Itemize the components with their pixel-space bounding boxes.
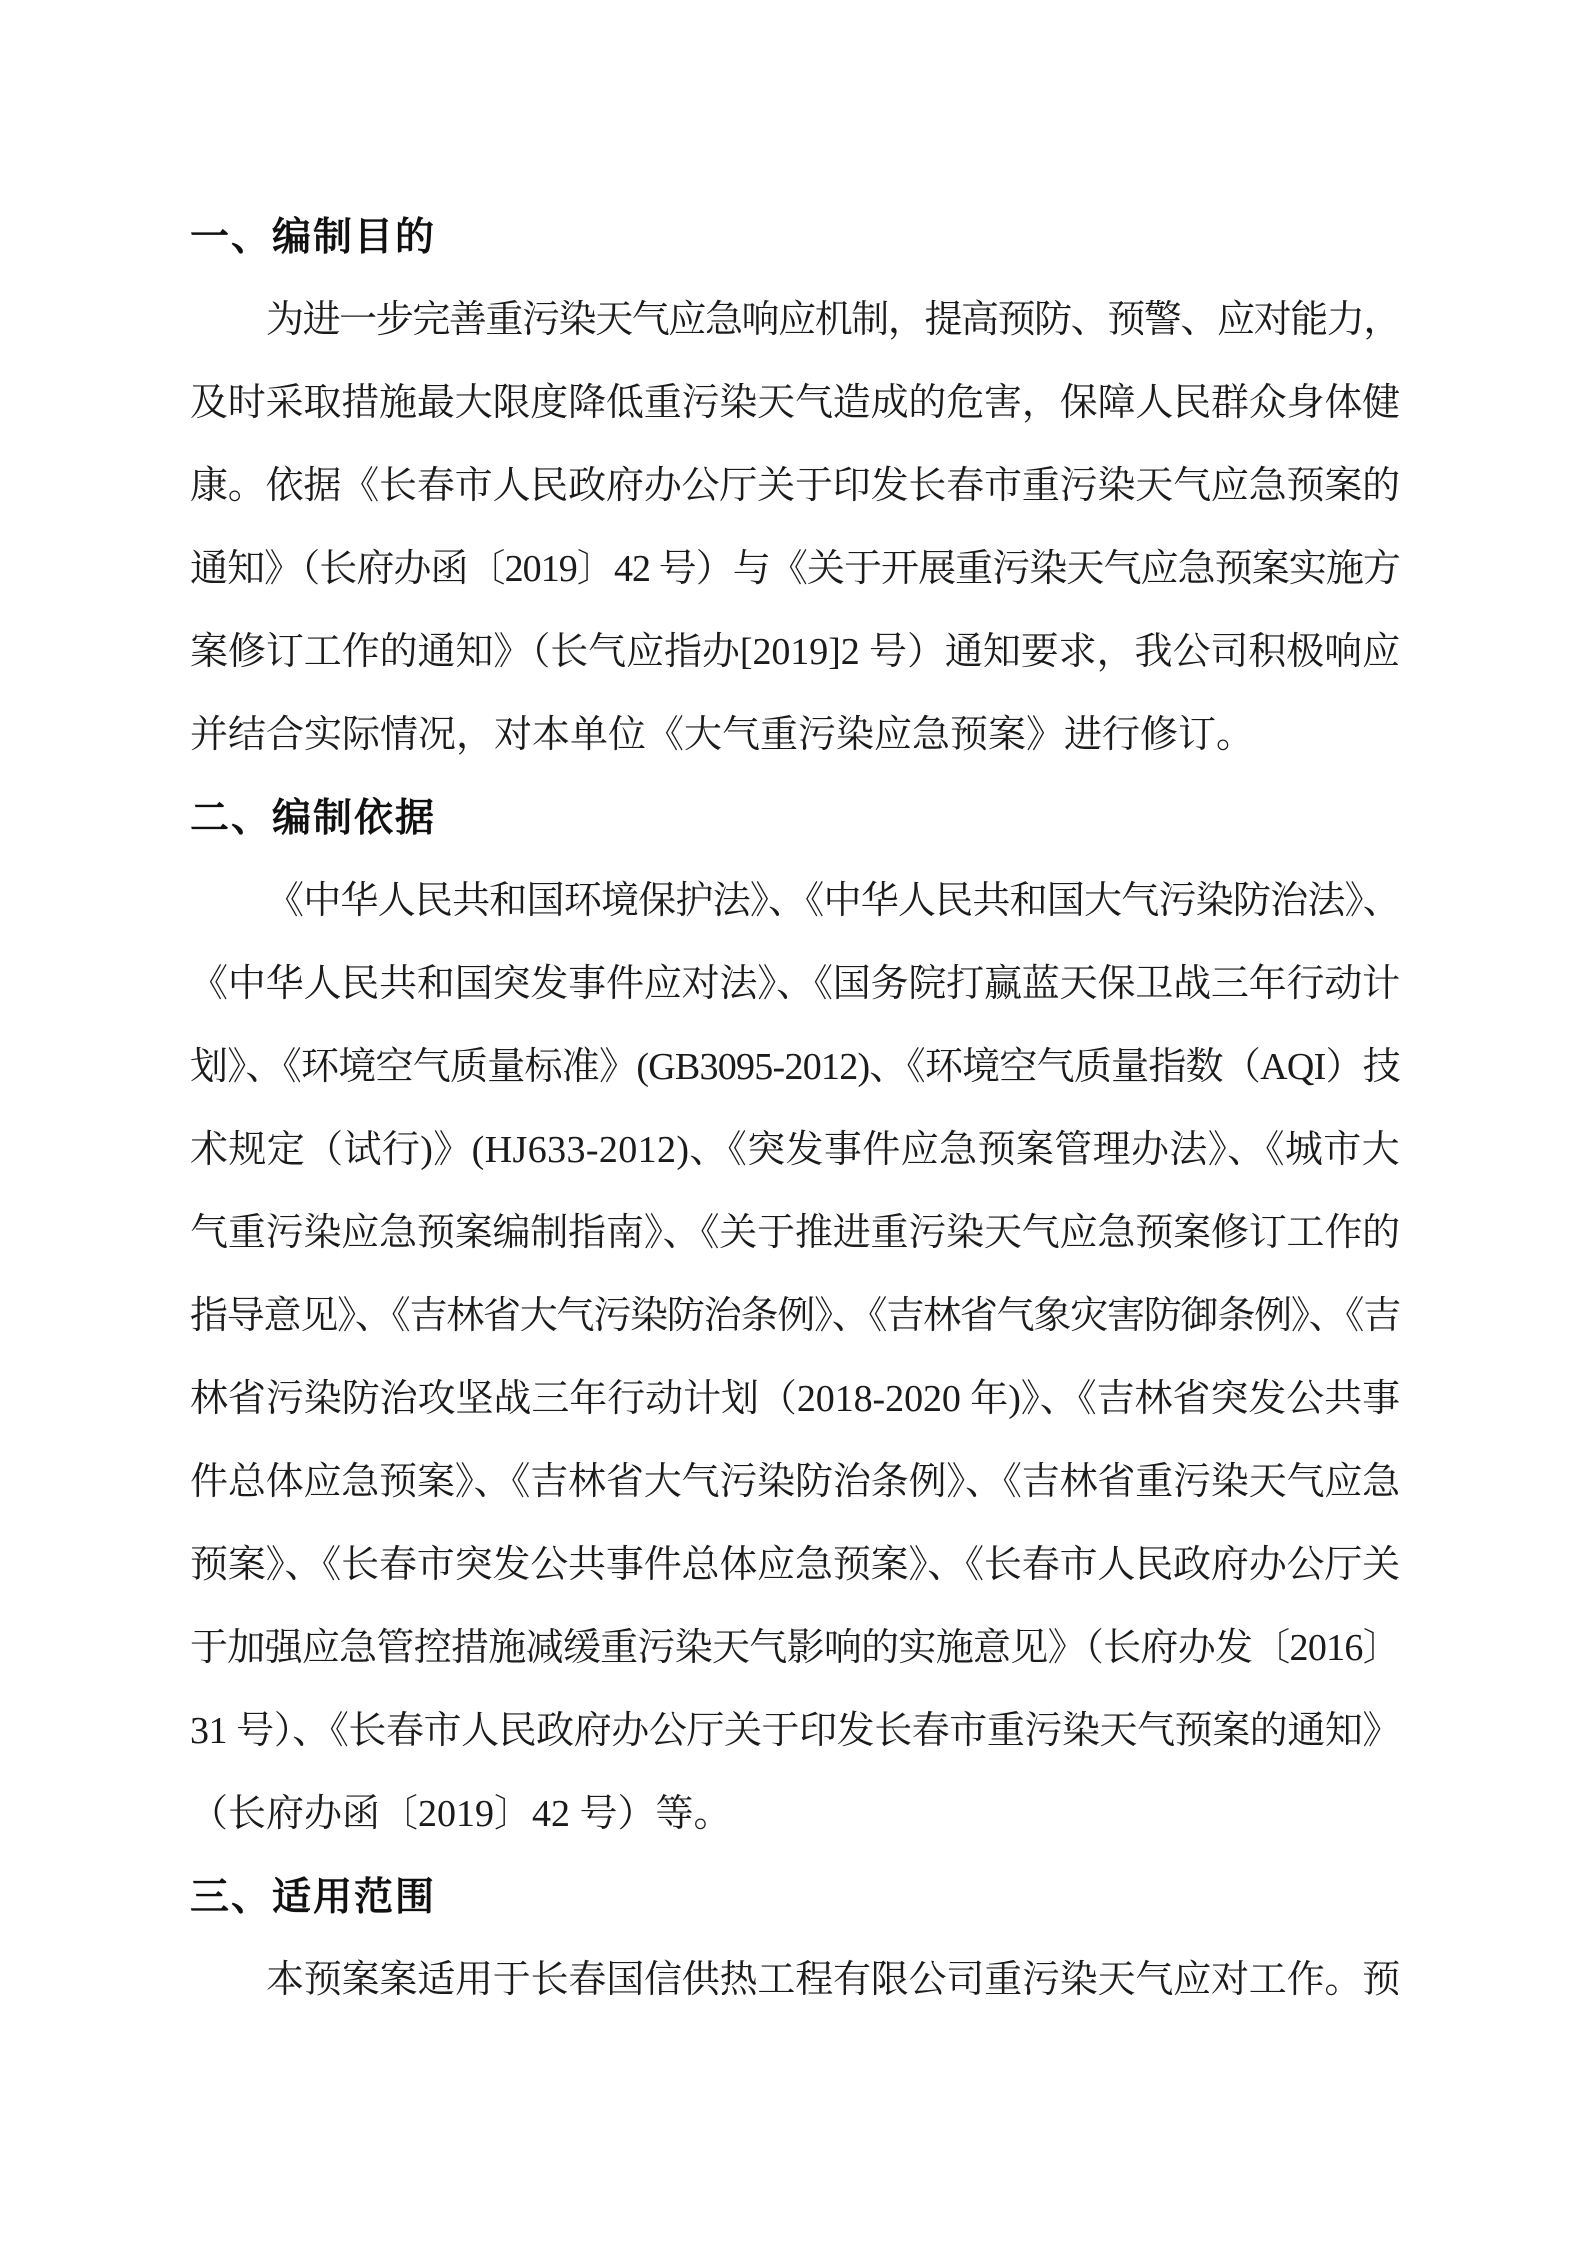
section-1-purpose-heading — [190, 196, 1400, 279]
heading-text: 二、编制依据 — [190, 797, 437, 840]
line-text: 《中华人民共和国突发事件应对法》、《国务院打赢蓝天保卫战三年行动计 — [190, 963, 1400, 1005]
heading-text: 三、适用范围 — [190, 1876, 437, 1919]
line-text: 及时采取措施最大限度降低重污染天气造成的危害，保障人民群众身体健 — [190, 382, 1400, 424]
paragraph-line — [190, 1358, 1400, 1441]
heading-text: 一、编制目的 — [190, 216, 437, 259]
line-text: 为进一步完善重污染天气应急响应机制，提高预防、预警、应对能力， — [266, 299, 1400, 341]
paragraph-line — [190, 279, 1400, 362]
paragraph-line — [190, 1524, 1400, 1607]
line-text: 并结合实际情况，对本单位《大气重污染应急预案》进行修订。 — [190, 714, 1255, 756]
line-text: 预案》、《长春市突发公共事件总体应急预案》、《长春市人民政府办公厅关 — [190, 1544, 1400, 1586]
section-2-basis-heading — [190, 777, 1400, 860]
line-text: 《中华人民共和国环境保护法》、《中华人民共和国大气污染防治法》、 — [266, 880, 1400, 922]
paragraph-line — [190, 860, 1400, 943]
paragraph-line — [190, 611, 1400, 694]
paragraph-line — [190, 694, 1400, 777]
paragraph-line — [190, 445, 1400, 528]
paragraph-line — [190, 1773, 1400, 1856]
line-text: 术规定（试行)》(HJ633-2012)、《突发事件应急预案管理办法》、《城市大 — [190, 1129, 1400, 1171]
line-text: 件总体应急预案》、《吉林省大气污染防治条例》、《吉林省重污染天气应急 — [190, 1461, 1400, 1503]
line-text: 划》、《环境空气质量标准》(GB3095-2012)、《环境空气质量指数（AQI）技 — [190, 1046, 1400, 1088]
line-text: 案修订工作的通知》（长气应指办[2019]2 号）通知要求，我公司积极响应 — [190, 631, 1400, 673]
line-text: 指导意见》、《吉林省大气污染防治条例》、《吉林省气象灾害防御条例》、《吉 — [190, 1295, 1400, 1337]
paragraph-line — [190, 528, 1400, 611]
line-text: 31 号）、《长春市人民政府办公厅关于印发长春市重污染天气预案的通知》 — [190, 1710, 1400, 1752]
paragraph-line — [190, 1026, 1400, 1109]
paragraph-line — [190, 1607, 1400, 1690]
line-text: 气重污染应急预案编制指南》、《关于推进重污染天气应急预案修订工作的 — [190, 1212, 1400, 1254]
line-text: 康。依据《长春市人民政府办公厅关于印发长春市重污染天气应急预案的 — [190, 465, 1400, 507]
line-text: 通知》（长府办函〔2019〕42 号）与《关于开展重污染天气应急预案实施方 — [190, 548, 1400, 590]
paragraph-line — [190, 1192, 1400, 1275]
paragraph-line — [190, 1109, 1400, 1192]
line-text: 于加强应急管控措施减缓重污染天气影响的实施意见》（长府办发〔2016〕 — [190, 1627, 1400, 1669]
section-3-scope-heading — [190, 1856, 1400, 1939]
paragraph-line — [190, 943, 1400, 1026]
line-text: （长府办函〔2019〕42 号）等。 — [190, 1793, 732, 1835]
paragraph-line — [190, 1275, 1400, 1358]
paragraph-line — [190, 1690, 1400, 1773]
paragraph-line — [190, 1441, 1400, 1524]
paragraph-line — [190, 362, 1400, 445]
paragraph-line — [190, 1939, 1400, 2022]
line-text: 林省污染防治攻坚战三年行动计划（2018-2020 年)》、《吉林省突发公共事 — [190, 1378, 1400, 1420]
document-content — [190, 196, 1400, 2022]
line-text: 本预案案适用于长春国信供热工程有限公司重污染天气应对工作。预 — [266, 1959, 1400, 2001]
